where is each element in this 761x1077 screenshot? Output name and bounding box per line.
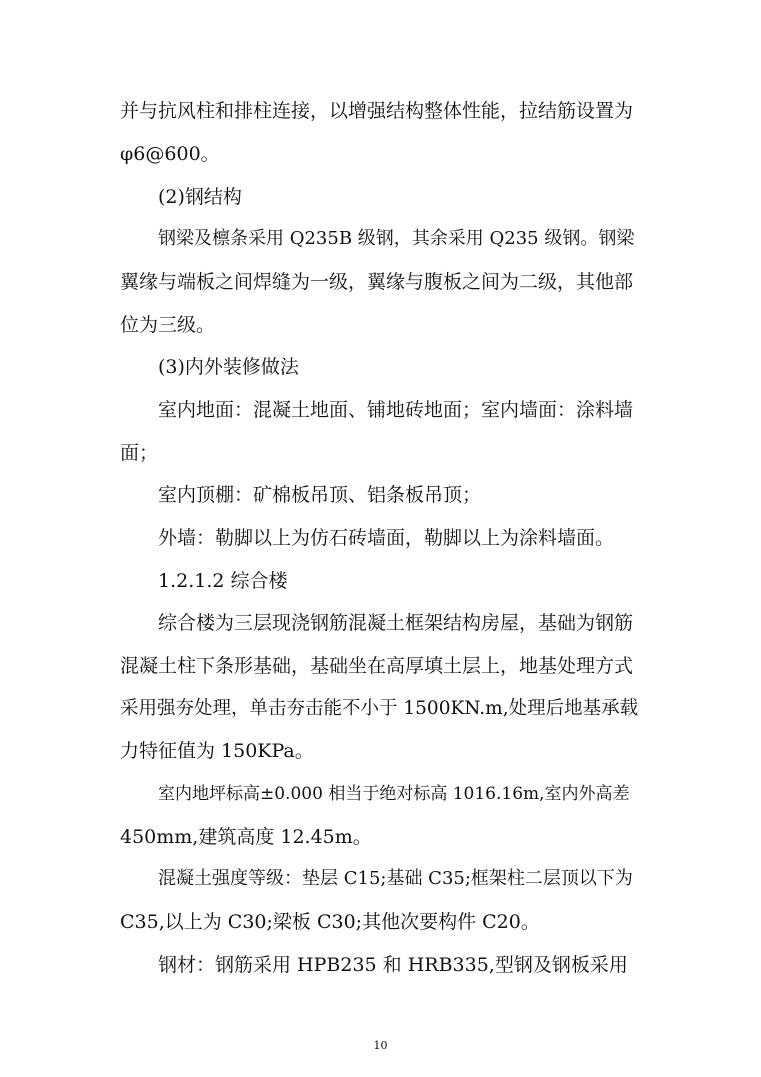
text-line: 力特征值为 150KPa。	[120, 740, 314, 762]
text-line: 室内顶棚：矿棉板吊顶、铝条板吊顶；	[158, 484, 482, 506]
text-line: 翼缘与端板之间焊缝为一级，翼缘与腹板之间为二级，其他部	[120, 271, 634, 293]
section-heading: (3)内外装修做法	[158, 356, 299, 378]
text-line: 面；	[120, 442, 159, 464]
text-line: 混凝土强度等级：垫层 C15;基础 C35;框架柱二层顶以下为	[158, 868, 633, 889]
text-line: 综合楼为三层现浇钢筋混凝土框架结构房屋，基础为钢筋	[158, 612, 634, 634]
text-line: 采用强夯处理，单击夯击能不小于 1500KN.m,处理后地基承载	[120, 698, 639, 719]
text-line: 混凝土柱下条形基础，基础坐在高厚填土层上，地基处理方式	[120, 655, 634, 677]
text-line: 钢材：钢筋采用 HPB235 和 HRB335,型钢及钢板采用	[158, 954, 628, 976]
text-line: 室内地坪标高±0.000 相当于绝对标高 1016.16m,室内外高差	[158, 784, 630, 804]
text-line: 室内地面：混凝土地面、铺地砖地面；室内墙面：涂料墙	[158, 399, 634, 421]
text-line: C35,以上为 C30;梁板 C30;其他次要构件 C20。	[120, 911, 540, 933]
text-line: 外墙：勒脚以上为仿石砖墙面，勒脚以上为涂料墙面。	[158, 527, 615, 549]
page-number: 10	[373, 1039, 388, 1052]
text-line: 并与抗风柱和排柱连接，以增强结构整体性能，拉结筋设置为	[120, 100, 634, 122]
section-heading: (2)钢结构	[158, 186, 242, 208]
text-line: 钢梁及檩条采用 Q235B 级钢，其余采用 Q235 级钢。钢梁	[158, 228, 635, 249]
text-line: 450mm,建筑高度 12.45m。	[120, 826, 372, 848]
text-line: 位为三级。	[120, 314, 216, 336]
text-line: φ6@600。	[120, 143, 220, 165]
section-heading: 1.2.1.2 综合楼	[158, 570, 288, 592]
